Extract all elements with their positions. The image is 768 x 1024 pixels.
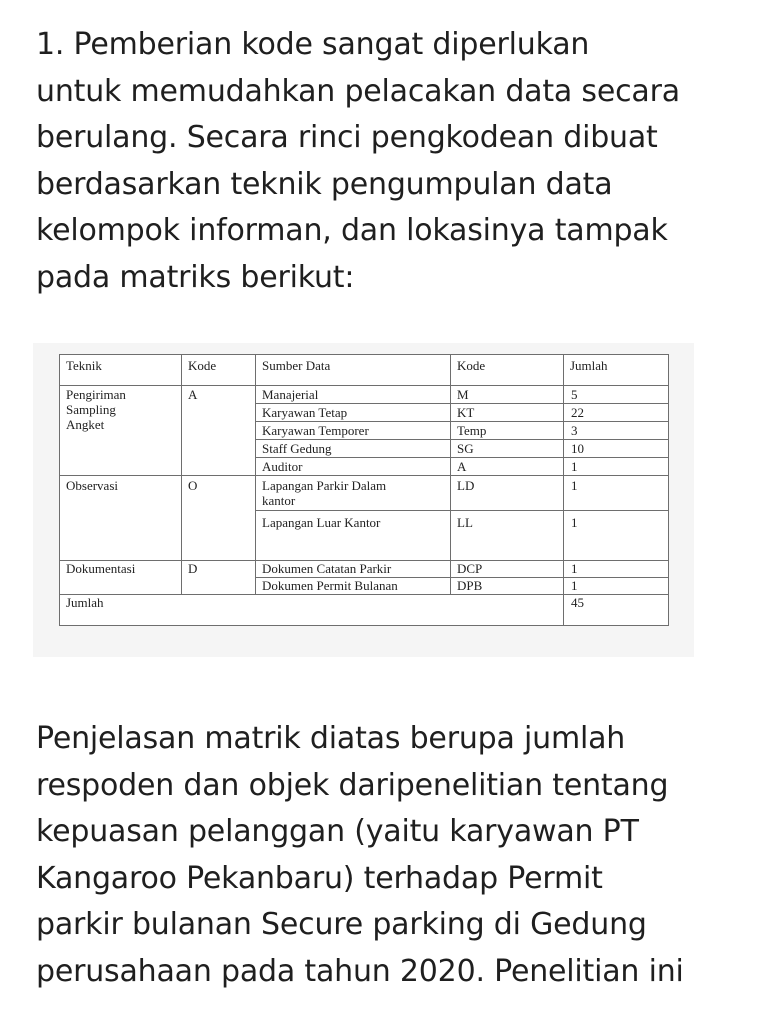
intro-line: untuk memudahkan pelacakan data secara bbox=[36, 73, 680, 109]
kode-cell: LD bbox=[451, 476, 564, 511]
teknik-dokumentasi-cell: Dokumentasi bbox=[60, 561, 182, 595]
header-sumber-data: Sumber Data bbox=[256, 355, 451, 386]
sumber-cell: Auditor bbox=[256, 458, 451, 476]
intro-line: berulang. Secara rinci pengkodean dibuat bbox=[36, 120, 658, 155]
explanation-line: perusahaan pada tahun 2020. Penelitian ini bbox=[36, 953, 684, 989]
kode-cell: DCP bbox=[451, 561, 564, 578]
sumber-cell: Dokumen Catatan Parkir bbox=[256, 561, 451, 578]
explanation-paragraph bbox=[36, 716, 736, 995]
explanation-line: parkir bulanan Secure parking di Gedung bbox=[36, 907, 647, 942]
kode-teknik-cell: D bbox=[182, 561, 256, 595]
explanation-line: Kangaroo Pekanbaru) terhadap Permit bbox=[36, 860, 603, 896]
sumber-cell: Karyawan Temporer bbox=[256, 422, 451, 440]
table-header-row bbox=[60, 355, 669, 386]
jumlah-cell: 1 bbox=[564, 458, 669, 476]
sumber-cell: Lapangan Luar Kantor bbox=[256, 511, 451, 561]
jumlah-cell: 22 bbox=[564, 404, 669, 422]
teknik-line: Pengiriman bbox=[66, 387, 126, 402]
kode-teknik-cell: O bbox=[182, 476, 256, 561]
intro-line: pada matriks berikut: bbox=[36, 259, 355, 295]
jumlah-cell: 1 bbox=[564, 476, 669, 511]
kode-cell: A bbox=[451, 458, 564, 476]
header-teknik: Teknik bbox=[60, 355, 182, 386]
sumber-line: Lapangan Parkir Dalam bbox=[262, 478, 387, 493]
sumber-cell: Staff Gedung bbox=[256, 440, 451, 458]
intro-line: kelompok informan, dan lokasinya tampak bbox=[36, 213, 668, 248]
sumber-cell: Manajerial bbox=[256, 386, 451, 404]
jumlah-cell: 1 bbox=[564, 578, 669, 595]
sumber-cell: Dokumen Permit Bulanan bbox=[256, 578, 451, 595]
intro-line: berdasarkan teknik pengumpulan data bbox=[36, 166, 613, 202]
jumlah-cell: 5 bbox=[564, 386, 669, 404]
explanation-line: Penjelasan matrik diatas berupa jumlah bbox=[36, 721, 626, 756]
jumlah-cell: 1 bbox=[564, 511, 669, 561]
sumber-cell: Karyawan Tetap bbox=[256, 404, 451, 422]
total-value: 45 bbox=[564, 595, 669, 626]
kode-cell: LL bbox=[451, 511, 564, 561]
jumlah-cell: 3 bbox=[564, 422, 669, 440]
table-row bbox=[60, 476, 669, 511]
header-kode: Kode bbox=[182, 355, 256, 386]
matrix-figure bbox=[33, 343, 694, 657]
sumber-cell bbox=[256, 476, 451, 511]
kode-cell: KT bbox=[451, 404, 564, 422]
sumber-line: kantor bbox=[262, 493, 296, 508]
kode-teknik-cell: A bbox=[182, 386, 256, 476]
header-kode-sumber: Kode bbox=[451, 355, 564, 386]
jumlah-cell: 10 bbox=[564, 440, 669, 458]
kode-cell: M bbox=[451, 386, 564, 404]
jumlah-cell: 1 bbox=[564, 561, 669, 578]
coding-matrix-table bbox=[59, 354, 669, 626]
kode-cell: SG bbox=[451, 440, 564, 458]
table-total-row bbox=[60, 595, 669, 626]
explanation-line: kepuasan pelanggan (yaitu karyawan PT bbox=[36, 814, 639, 849]
explanation-line: respoden dan objek daripenelitian tentang bbox=[36, 767, 669, 803]
intro-line: 1. Pemberian kode sangat diperlukan bbox=[36, 27, 590, 62]
kode-cell: DPB bbox=[451, 578, 564, 595]
header-jumlah: Jumlah bbox=[564, 355, 669, 386]
table-row bbox=[60, 386, 669, 404]
table-row bbox=[60, 561, 669, 578]
teknik-line: Angket bbox=[66, 417, 105, 432]
teknik-line: Sampling bbox=[66, 402, 116, 417]
teknik-angket-cell bbox=[60, 386, 182, 476]
total-label: Jumlah bbox=[60, 595, 564, 626]
intro-paragraph bbox=[36, 22, 736, 301]
kode-cell: Temp bbox=[451, 422, 564, 440]
teknik-observasi-cell: Observasi bbox=[60, 476, 182, 561]
